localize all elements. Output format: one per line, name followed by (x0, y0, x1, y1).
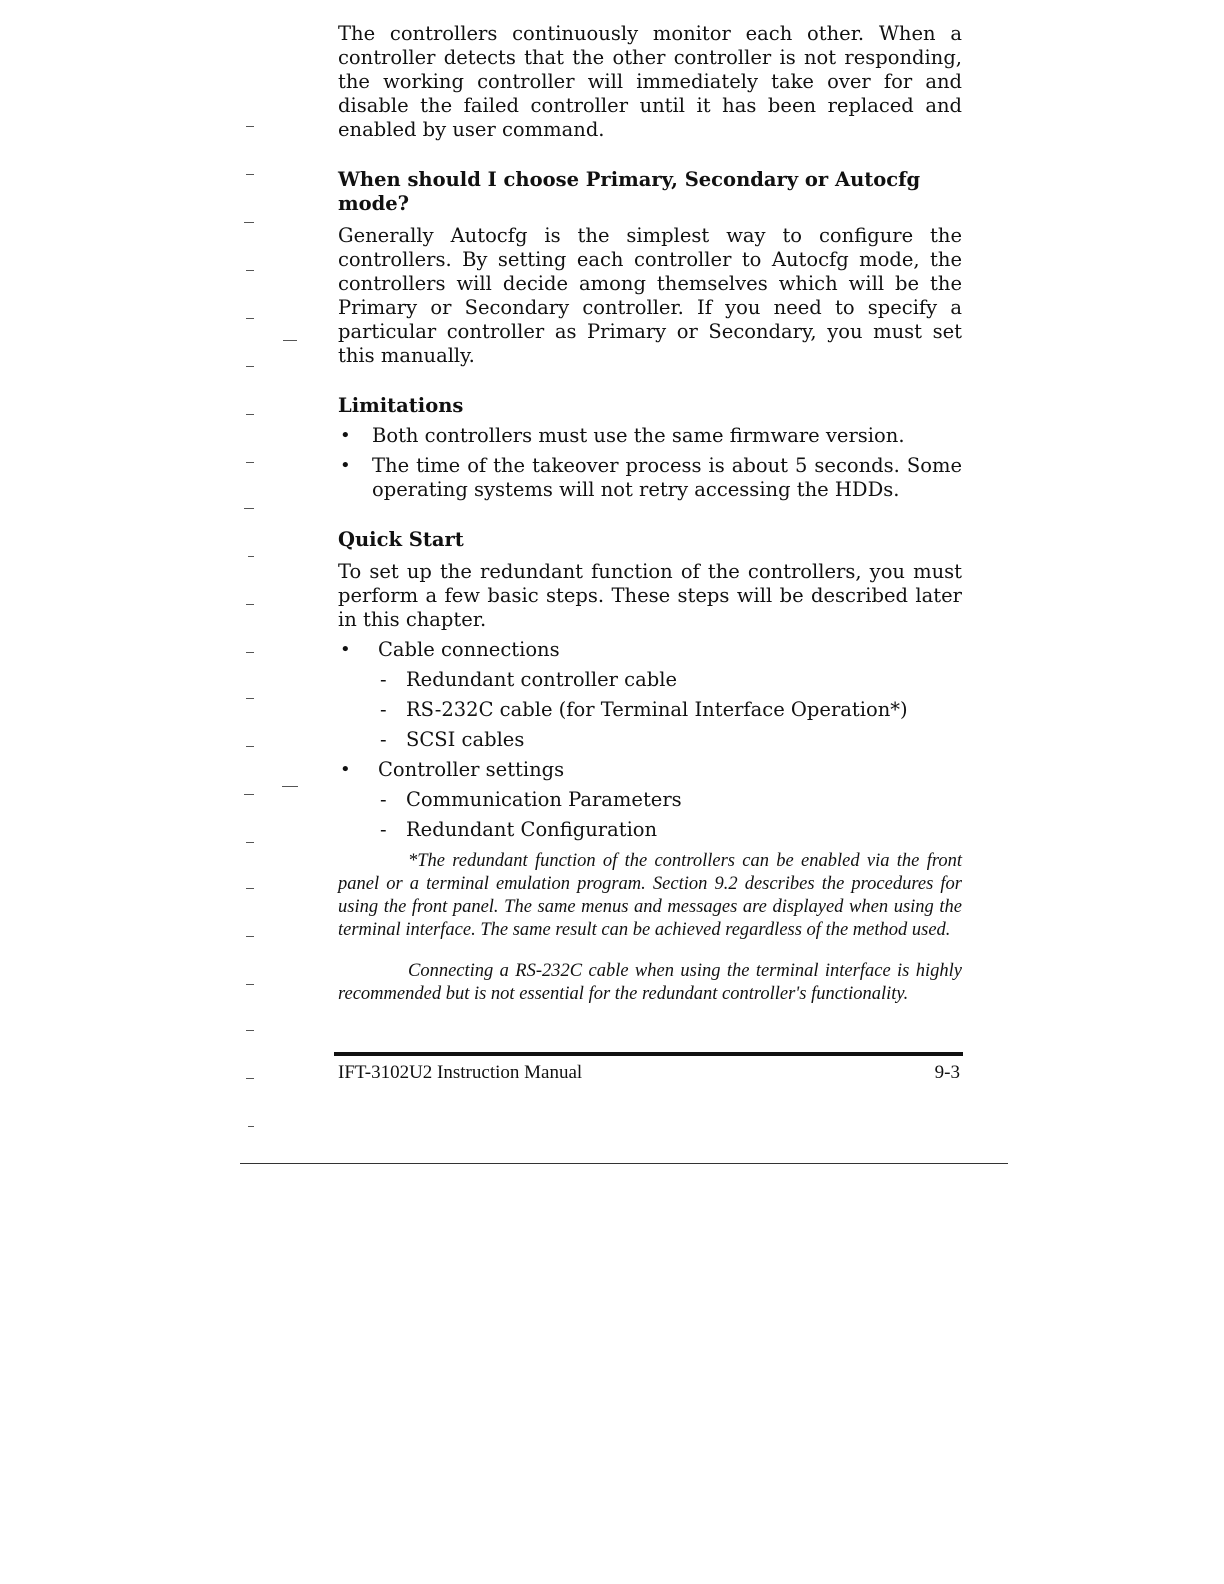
note-text: *The redundant function of the controllers can be enabled via the front panel or a terminal emulation program. Section 9.2 describes the procedures for using the front panel. The same menus and messages are displayed when using the terminal interface. The same result can be achieved regardless of the method used. (338, 851, 962, 940)
footer-rule (334, 1052, 963, 1056)
list-item (338, 638, 962, 752)
quick-start-list (338, 638, 962, 842)
limitations-list (338, 424, 962, 502)
list-item: • Both controllers must use the same firmware version. (338, 424, 962, 448)
quick-start-heading: Quick Start (338, 528, 464, 551)
divider (240, 1163, 1008, 1164)
sub-list-item: - RS-232C cable (for Terminal Interface Operation*) (378, 698, 962, 722)
list-item: • The time of the takeover process is about 5 seconds. Some operating systems will not retry accessing the HDDs. (338, 454, 962, 502)
note-text: Connecting a RS-232C cable when using the terminal interface is highly recommended but is not essential for the redundant controller's functionality. (338, 961, 962, 1004)
sub-list-item: - Redundant controller cable (378, 668, 962, 692)
page-content (338, 22, 962, 1006)
sub-list-item: - SCSI cables (378, 728, 962, 752)
page-number: 9-3 (934, 1062, 960, 1083)
list-item (338, 758, 962, 842)
group-label: Controller settings (378, 758, 565, 781)
group-label: Cable connections (378, 638, 560, 661)
modes-heading: When should I choose Primary, Secondary or Autocfg mode? (338, 168, 921, 215)
sub-list (378, 668, 962, 752)
sub-list (378, 788, 962, 842)
sub-list-item: - Redundant Configuration (378, 818, 962, 842)
limitations-heading: Limitations (338, 394, 464, 417)
note-paragraph (338, 960, 962, 1006)
note-paragraph (338, 850, 962, 942)
quick-start-paragraph: To set up the redundant function of the controllers, you must perform a few basic steps. These steps will be described later in this chapter. (338, 560, 962, 631)
modes-paragraph: Generally Autocfg is the simplest way to configure the controllers. By setting each controller to Autocfg mode, the controllers will decide among themselves which will be the Primary or Secondary controller. If you need to specify a particular controller as Primary or Secondary, you must set this manually. (338, 224, 962, 367)
sub-list-item: - Communication Parameters (378, 788, 962, 812)
footer-title: IFT-3102U2 Instruction Manual (338, 1062, 583, 1083)
intro-paragraph: The controllers continuously monitor each other. When a controller detects that the other controller is not responding, the working controller will immediately take over for and disable the failed controller until it has been replaced and enabled by user command. (338, 22, 962, 141)
